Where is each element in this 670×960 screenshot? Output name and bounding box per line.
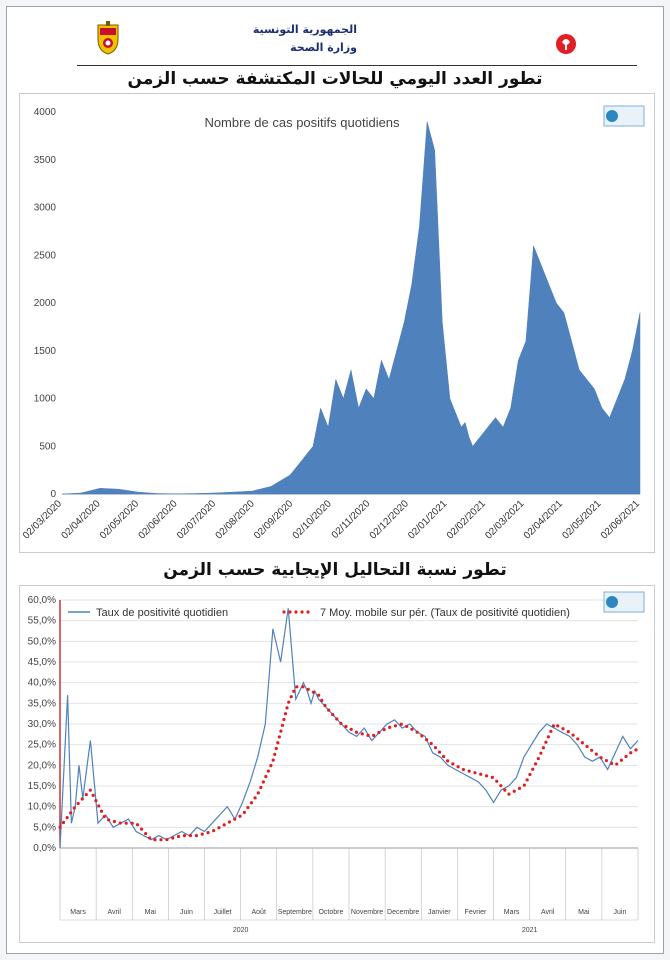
moving-average-line <box>60 687 638 840</box>
month-label: Fevrier <box>464 909 487 916</box>
tunisia-emblem-icon <box>95 21 121 55</box>
y-tick-label: 40,0% <box>27 677 56 689</box>
page-header <box>7 7 663 67</box>
year-label: 2020 <box>232 927 249 934</box>
oncomm-logo-icon <box>604 106 644 126</box>
y-tick-label: 50,0% <box>27 636 56 648</box>
month-label: Octobre <box>318 909 344 916</box>
month-label: Janvier <box>428 909 451 916</box>
month-label: Mai <box>578 909 590 916</box>
y-tick-label: 30,0% <box>27 719 56 730</box>
month-label: Septembre <box>277 909 312 916</box>
y-tick-label: 3000 <box>33 202 56 214</box>
x-tick-label: 02/06/2021 <box>598 498 643 542</box>
x-tick-label: 02/03/2020 <box>20 498 65 542</box>
y-tick-label: 2000 <box>33 298 56 309</box>
month-label: Juin <box>613 909 627 916</box>
daily-cases-area <box>62 122 640 494</box>
y-tick-label: 0 <box>50 489 56 500</box>
x-tick-label: 02/11/2020 <box>329 498 373 541</box>
y-tick-label: 25,0% <box>27 739 56 751</box>
x-tick-label: 02/04/2021 <box>521 498 566 542</box>
chart-title: Nombre de cas positifs quotidiens <box>204 115 400 130</box>
x-tick-label: 02/08/2020 <box>213 498 257 542</box>
month-label: Août <box>251 909 266 916</box>
infographic-page <box>6 6 664 954</box>
month-label: Mars <box>503 909 520 916</box>
republic-title: الجمهورية التونسية <box>252 23 357 36</box>
daily-cases-chart <box>19 93 655 553</box>
ministry-title: وزارة الصحة <box>290 41 357 54</box>
month-label: Juin <box>180 909 193 916</box>
x-tick-label: 02/03/2021 <box>483 498 527 542</box>
header-divider <box>77 65 637 66</box>
month-label: Avril <box>540 909 555 916</box>
ministry-logo-icon <box>555 33 577 55</box>
positivity-svg <box>20 586 654 942</box>
y-tick-label: 5,0% <box>33 822 56 834</box>
month-label: Mars <box>70 909 86 916</box>
x-tick-label: 02/05/2020 <box>98 498 142 542</box>
y-tick-label: 2500 <box>33 250 56 262</box>
legend-label: 7 Moy. mobile sur pér. (Taux de positivité quotidien) <box>320 607 570 619</box>
y-tick-label: 1500 <box>33 345 56 357</box>
month-label: Juillet <box>213 909 232 916</box>
daily-cases-svg <box>20 94 654 552</box>
legend-label: Taux de positivité quotidien <box>96 607 229 619</box>
x-tick-label: 02/07/2020 <box>175 498 219 542</box>
y-tick-label: 500 <box>39 441 56 453</box>
x-tick-label: 02/02/2021 <box>444 498 488 542</box>
y-tick-label: 10,0% <box>27 801 56 813</box>
y-tick-label: 1000 <box>33 393 56 405</box>
month-label: Decembre <box>387 909 420 916</box>
y-tick-label: 60,0% <box>27 595 56 606</box>
y-tick-label: 20,0% <box>27 760 56 772</box>
x-tick-label: 02/04/2020 <box>59 498 103 542</box>
y-tick-label: 0,0% <box>33 843 56 854</box>
month-label: Mai <box>144 909 156 916</box>
y-tick-label: 55,0% <box>27 615 56 627</box>
x-tick-label: 02/05/2021 <box>560 498 604 542</box>
x-tick-label: 02/09/2020 <box>252 498 296 542</box>
section1-title: تطور العدد اليومي للحالات المكتشفة حسب الزمن <box>127 69 543 89</box>
daily-positivity-line <box>60 608 638 848</box>
section2-title: تطور نسبة التحاليل الإيجابية حسب الزمن <box>163 560 507 580</box>
y-tick-label: 15,0% <box>27 781 56 792</box>
y-tick-label: 45,0% <box>27 657 56 668</box>
x-tick-label: 02/01/2021 <box>406 498 450 542</box>
positivity-chart <box>19 585 655 943</box>
x-tick-label: 02/10/2020 <box>290 498 334 542</box>
y-tick-label: 35,0% <box>27 698 56 710</box>
month-label: Avril <box>107 909 121 916</box>
y-tick-label: 3500 <box>33 154 56 166</box>
x-tick-label: 02/12/2020 <box>367 498 411 542</box>
oncomm-logo-icon <box>604 592 644 612</box>
y-tick-label: 4000 <box>33 107 56 118</box>
month-label: Novembre <box>350 909 384 916</box>
x-tick-label: 02/06/2020 <box>136 498 180 542</box>
year-label: 2021 <box>521 927 538 934</box>
